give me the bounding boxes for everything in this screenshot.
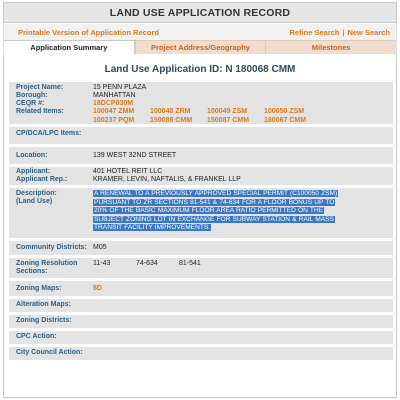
tab-project-address-geography[interactable]: Project Address/Geography <box>135 40 266 54</box>
cp-dca-lpc-row <box>9 127 393 144</box>
city-council-action-row <box>9 347 393 360</box>
page-title: LAND USE APPLICATION RECORD <box>3 2 397 23</box>
location-value: 139 WEST 32ND STREET <box>93 152 177 159</box>
community-districts-value: M05 <box>93 244 107 251</box>
zoning-maps-row <box>9 281 393 296</box>
refine-search-link[interactable]: Refine Search <box>289 28 340 37</box>
printable-version-link[interactable]: Printable Version of Application Record <box>18 28 159 37</box>
applicant-rep-label: Applicant Rep.: <box>16 176 68 183</box>
tab-bar <box>3 40 397 54</box>
related-items-label: Related Items: <box>16 108 64 115</box>
summary-panel <box>3 54 397 398</box>
tab-milestones[interactable]: Milestones <box>265 40 396 54</box>
zoning-resolution-values <box>93 260 293 267</box>
ceqr-value[interactable]: 18DCP030M <box>93 100 134 107</box>
zoning-maps-value[interactable]: 8D <box>93 285 102 292</box>
new-search-link[interactable]: New Search <box>347 28 390 37</box>
applicant-value: 401 HOTEL REIT LLC <box>93 168 163 175</box>
applicant-row <box>9 167 393 185</box>
related-item-link[interactable]: 100048 ZRM <box>150 108 191 115</box>
record-frame <box>3 2 397 398</box>
search-links <box>289 28 390 37</box>
ceqr-label: CEQR #: <box>16 100 45 107</box>
application-id-heading: Land Use Application ID: N 180068 CMM <box>104 64 296 75</box>
alteration-maps-label: Alteration Maps: <box>16 301 71 308</box>
location-label: Location: <box>16 152 48 159</box>
community-districts-label: Community Districts: <box>16 244 87 251</box>
related-item-link[interactable]: 100050 ZSM <box>264 108 305 115</box>
description-text <box>93 190 348 233</box>
related-item-link[interactable]: 150087 CMM <box>207 117 250 124</box>
link-separator: | <box>342 28 345 37</box>
community-districts-row <box>9 241 393 255</box>
related-item-link[interactable]: 150086 CMM <box>150 117 193 124</box>
project-name-label: Project Name: <box>16 84 64 91</box>
zoning-districts-row <box>9 315 393 328</box>
description-sublabel: (Land Use) <box>16 198 53 205</box>
description-row <box>9 188 393 238</box>
zoning-maps-label: Zoning Maps: <box>16 285 62 292</box>
zoning-resolution-row <box>9 258 393 278</box>
description-label: Description: <box>16 190 57 197</box>
borough-value: MANHATTAN <box>93 92 136 99</box>
applicant-label: Applicant: <box>16 168 51 175</box>
applicant-rep-value: KRAMER, LEVIN, NAFTALIS, & FRANKEL LLP <box>93 176 241 183</box>
tab-application-summary[interactable]: Application Summary <box>4 40 135 54</box>
related-item-link[interactable]: 180067 CMM <box>264 117 307 124</box>
description-highlight: A RENEWAL TO A PREVIOUSLY APPROVED SPECIAL PERMIT (C100050 ZSM) PURSUANT TO ZR SECTIONS 81-541 & 74-634 FOR A FLOOR BONUS UP TO 20% OF THE BASIC MAXIMUM FLOOR AREA RATIO PERMITTED ON THE SUBJECT ZONING LOT IN EXCHANGE FOR SUBWAY STATION & RAIL MASS TRANSIT FACILITY IMPROVEMENTS. <box>94 190 338 232</box>
related-item-link[interactable]: 100049 ZSM <box>207 108 248 115</box>
zoning-section-value: 81-541 <box>179 260 201 267</box>
zoning-section-value: 74-634 <box>136 260 158 267</box>
zoning-resolution-label: Zoning Resolution Sections: <box>16 260 78 275</box>
related-item-link[interactable]: 100047 ZMM <box>93 108 135 115</box>
cp-dca-lpc-label: CP/DCA/LPC Items: <box>16 130 82 137</box>
related-item-link[interactable]: 100237 PQM <box>93 117 135 124</box>
project-info-row <box>9 82 393 124</box>
zoning-districts-label: Zoning Districts: <box>16 317 72 324</box>
location-row <box>9 147 393 164</box>
borough-label: Borough: <box>16 92 48 99</box>
cpc-action-row <box>9 331 393 344</box>
alteration-maps-row <box>9 299 393 312</box>
related-items-list <box>93 108 321 125</box>
cpc-action-label: CPC Action: <box>16 333 57 340</box>
project-name-value: 15 PENN PLAZA <box>93 84 147 91</box>
zoning-section-value: 11-43 <box>93 260 111 267</box>
link-bar <box>3 24 397 40</box>
city-council-action-label: City Council Action: <box>16 349 83 356</box>
